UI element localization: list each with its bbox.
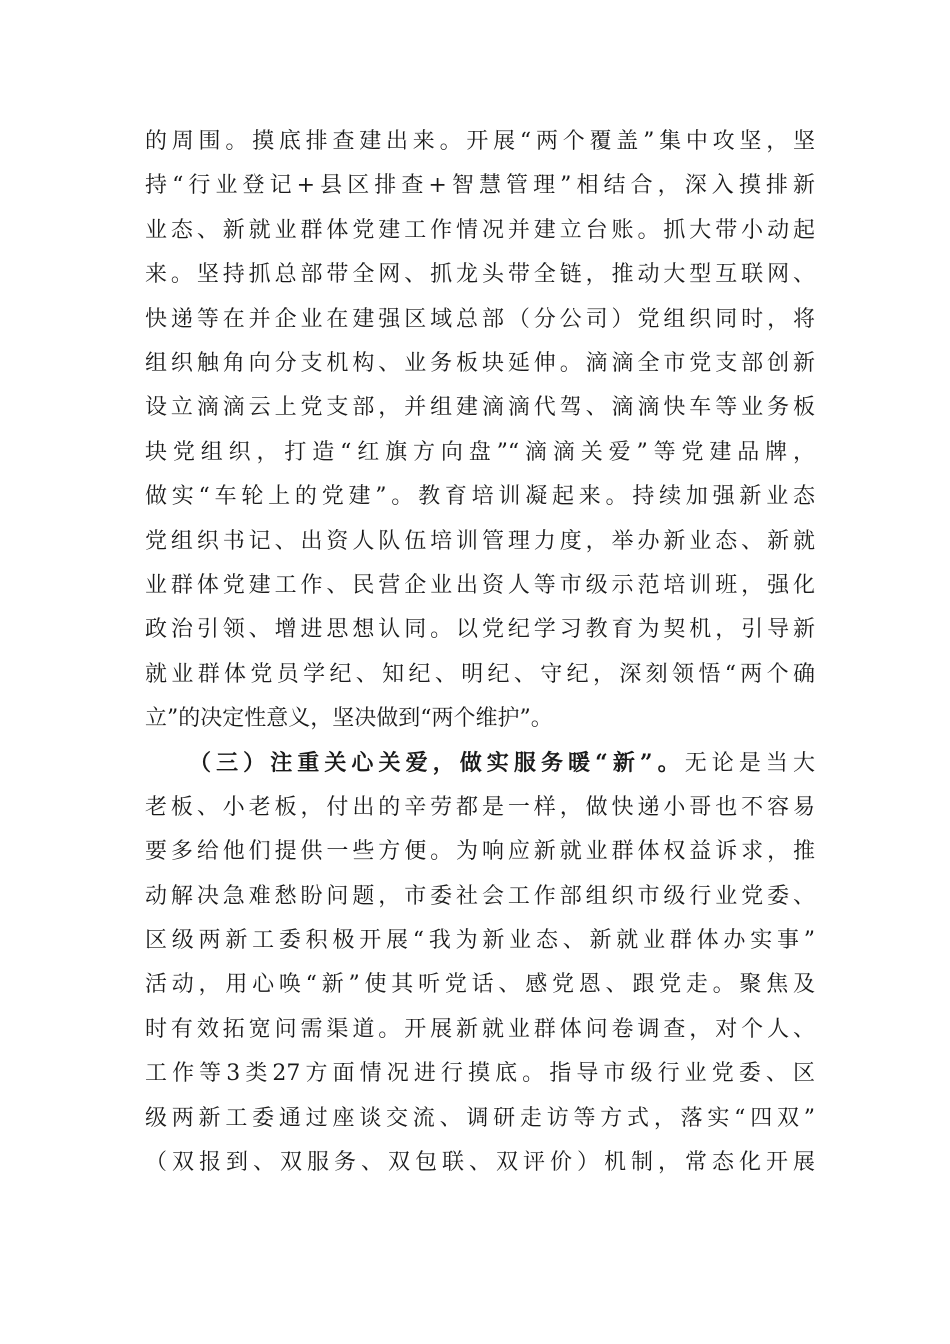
section-heading-line: [145, 741, 815, 785]
text-line: 就业群体党员学纪、知纪、明纪、守纪，深刻领悟“两个确: [145, 661, 815, 687]
text-line: 持“行业登记+县区排查+智慧管理”相结合，深入摸排新: [145, 173, 815, 199]
text-line: 政治引领、增进思想认同。以党纪学习教育为契机，引导新: [145, 617, 815, 643]
text-line: 快递等在并企业在建强区域总部（分公司）党组织同时，将: [145, 306, 815, 332]
text-line: 的周围。摸底排查建出来。开展“两个覆盖”集中攻坚，坚: [145, 129, 815, 154]
text-line: （双报到、双服务、双包联、双评价）机制，常态化开展: [145, 1149, 815, 1175]
text-line: 来。坚持抓总部带全网、抓龙头带全链，推动大型互联网、: [145, 262, 815, 288]
text-line: 业态、新就业群体党建工作情况并建立台账。抓大带小动起: [145, 217, 815, 243]
text-line: 业群体党建工作、民营企业出资人等市级示范培训班，强化: [145, 572, 815, 598]
text-line: 立”的决定性意义，坚决做到“两个维护”。: [145, 706, 553, 732]
text-line: 设立滴滴云上党支部，并组建滴滴代驾、滴滴快车等业务板: [145, 395, 815, 421]
text-line: 区级两新工委积极开展“我为新业态、新就业群体办实事”: [145, 928, 815, 954]
heading-line-text: 无论是当大: [684, 751, 815, 777]
text-line: 党组织书记、出资人队伍培训管理力度，举办新业态、新就: [145, 528, 815, 554]
text-line: 级两新工委通过座谈交流、调研走访等方式，落实“四双”: [145, 1105, 815, 1131]
text-line: 动解决急难愁盼问题，市委社会工作部组织市级行业党委、: [145, 883, 815, 909]
text-line: 老板、小老板，付出的辛劳都是一样，做快递小哥也不容易: [145, 794, 815, 820]
text-line: 要多给他们提供一些方便。为响应新就业群体权益诉求，推: [145, 839, 815, 865]
text-line: 块党组织，打造“红旗方向盘”“滴滴关爱”等党建品牌，: [145, 439, 815, 465]
section-heading: （三）注重关心关爱，做实服务暖“新”。: [189, 750, 685, 777]
text-line: 组织触角向分支机构、业务板块延伸。滴滴全市党支部创新: [145, 350, 815, 376]
text-line: 时有效拓宽问需渠道。开展新就业群体问卷调查，对个人、: [145, 1016, 815, 1042]
text-line: 活动，用心唤“新”使其听党话、感党恩、跟党走。聚焦及: [145, 972, 815, 998]
text-line: 工作等3类27方面情况进行摸底。指导市级行业党委、区: [145, 1061, 815, 1087]
text-line: 做实“车轮上的党建”。教育培训凝起来。持续加强新业态: [145, 484, 815, 510]
body-text: [145, 120, 815, 1185]
